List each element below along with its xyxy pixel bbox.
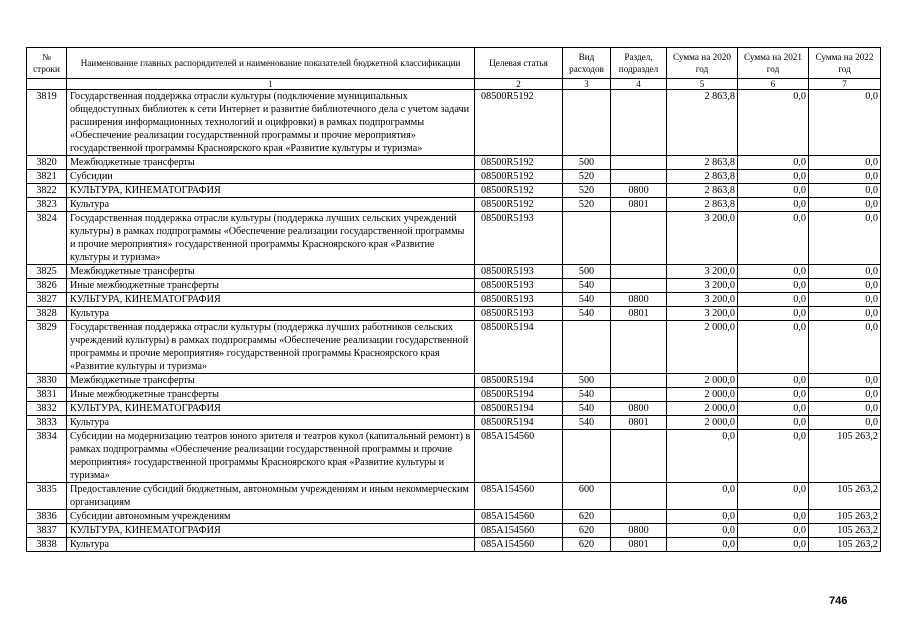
name-cell: Государственная поддержка отрасли культуры (подключение муниципальных общедоступных библиотек к сети Интернет и развитие библиотечного дела с учетом задачи расширения информационных технологий и оцифровки) в рамках подпрограммы «Обеспечение реализации государственной программы и прочие мероприятия» государственной программы Красноярского края «Развитие культуры и туризма» <box>67 90 475 156</box>
sum-2020-cell: 2 000,0 <box>667 374 738 388</box>
target-article-cell: 08500R5194 <box>475 388 563 402</box>
column-number: 6 <box>738 79 809 90</box>
sum-2021-cell: 0,0 <box>738 321 809 374</box>
name-cell: КУЛЬТУРА, КИНЕМАТОГРАФИЯ <box>67 293 475 307</box>
sum-2022-cell: 0,0 <box>809 184 881 198</box>
table-row <box>27 170 881 184</box>
table-row <box>27 184 881 198</box>
target-article-cell: 08500R5193 <box>475 279 563 293</box>
target-article-cell: 085A154560 <box>475 483 563 510</box>
section-cell <box>611 510 667 524</box>
header-sum-2022: Сумма на 2022 год <box>809 48 881 79</box>
section-cell: 0801 <box>611 307 667 321</box>
sum-2022-cell: 0,0 <box>809 388 881 402</box>
sum-2021-cell: 0,0 <box>738 90 809 156</box>
section-cell <box>611 430 667 483</box>
row-number-cell: 3824 <box>27 212 67 265</box>
target-article-cell: 08500R5193 <box>475 293 563 307</box>
sum-2021-cell: 0,0 <box>738 388 809 402</box>
sum-2021-cell: 0,0 <box>738 307 809 321</box>
column-number-row <box>27 79 881 90</box>
expense-type-cell: 540 <box>563 416 611 430</box>
sum-2021-cell: 0,0 <box>738 483 809 510</box>
column-number: 1 <box>67 79 475 90</box>
header-target-article: Целевая статья <box>475 48 563 79</box>
target-article-cell: 08500R5193 <box>475 307 563 321</box>
expense-type-cell: 500 <box>563 156 611 170</box>
table-row <box>27 510 881 524</box>
section-cell <box>611 170 667 184</box>
sum-2020-cell: 2 863,8 <box>667 184 738 198</box>
sum-2021-cell: 0,0 <box>738 184 809 198</box>
row-number-cell: 3827 <box>27 293 67 307</box>
header-row-number: № строки <box>27 48 67 79</box>
section-cell: 0801 <box>611 538 667 552</box>
header-section: Раздел, подраздел <box>611 48 667 79</box>
section-cell: 0800 <box>611 524 667 538</box>
sum-2020-cell: 2 000,0 <box>667 416 738 430</box>
target-article-cell: 08500R5192 <box>475 170 563 184</box>
table-row <box>27 212 881 265</box>
section-cell <box>611 90 667 156</box>
target-article-cell: 08500R5192 <box>475 184 563 198</box>
section-cell <box>611 321 667 374</box>
table-body <box>27 90 881 552</box>
row-number-cell: 3830 <box>27 374 67 388</box>
section-cell <box>611 156 667 170</box>
sum-2021-cell: 0,0 <box>738 170 809 184</box>
sum-2020-cell: 0,0 <box>667 524 738 538</box>
sum-2021-cell: 0,0 <box>738 374 809 388</box>
sum-2021-cell: 0,0 <box>738 524 809 538</box>
sum-2022-cell: 0,0 <box>809 402 881 416</box>
row-number-cell: 3829 <box>27 321 67 374</box>
table-row <box>27 265 881 279</box>
column-number: 4 <box>611 79 667 90</box>
sum-2020-cell: 3 200,0 <box>667 265 738 279</box>
sum-2020-cell: 3 200,0 <box>667 212 738 265</box>
name-cell: Предоставление субсидий бюджетным, автономным учреждениям и иным некоммерческим организациям <box>67 483 475 510</box>
section-cell <box>611 265 667 279</box>
name-cell: Культура <box>67 538 475 552</box>
sum-2020-cell: 2 863,8 <box>667 90 738 156</box>
sum-2020-cell: 2 000,0 <box>667 388 738 402</box>
page-number: 746 <box>829 595 848 607</box>
section-cell: 0801 <box>611 198 667 212</box>
row-number-cell: 3828 <box>27 307 67 321</box>
row-number-cell: 3832 <box>27 402 67 416</box>
name-cell: КУЛЬТУРА, КИНЕМАТОГРАФИЯ <box>67 402 475 416</box>
row-number-cell: 3825 <box>27 265 67 279</box>
sum-2020-cell: 0,0 <box>667 510 738 524</box>
table-row <box>27 321 881 374</box>
target-article-cell: 08500R5194 <box>475 416 563 430</box>
expense-type-cell: 520 <box>563 184 611 198</box>
table-row <box>27 198 881 212</box>
section-cell: 0801 <box>611 416 667 430</box>
name-cell: Иные межбюджетные трансферты <box>67 388 475 402</box>
row-number-cell: 3821 <box>27 170 67 184</box>
row-number-cell: 3833 <box>27 416 67 430</box>
table-row <box>27 483 881 510</box>
target-article-cell: 08500R5194 <box>475 402 563 416</box>
section-cell <box>611 279 667 293</box>
sum-2022-cell: 0,0 <box>809 170 881 184</box>
sum-2022-cell: 0,0 <box>809 307 881 321</box>
expense-type-cell: 620 <box>563 538 611 552</box>
table-row <box>27 430 881 483</box>
expense-type-cell: 540 <box>563 402 611 416</box>
row-number-cell: 3834 <box>27 430 67 483</box>
expense-type-cell <box>563 212 611 265</box>
column-number: 3 <box>563 79 611 90</box>
sum-2022-cell: 0,0 <box>809 265 881 279</box>
section-cell <box>611 212 667 265</box>
section-cell: 0800 <box>611 293 667 307</box>
row-number-cell: 3822 <box>27 184 67 198</box>
budget-table <box>26 47 881 552</box>
section-cell <box>611 388 667 402</box>
sum-2020-cell: 2 000,0 <box>667 402 738 416</box>
sum-2021-cell: 0,0 <box>738 416 809 430</box>
target-article-cell: 085A154560 <box>475 510 563 524</box>
sum-2022-cell: 105 263,2 <box>809 510 881 524</box>
target-article-cell: 08500R5194 <box>475 374 563 388</box>
sum-2020-cell: 2 863,8 <box>667 170 738 184</box>
name-cell: Межбюджетные трансферты <box>67 265 475 279</box>
table-row <box>27 293 881 307</box>
sum-2020-cell: 2 863,8 <box>667 198 738 212</box>
sum-2022-cell: 105 263,2 <box>809 538 881 552</box>
column-number: 5 <box>667 79 738 90</box>
expense-type-cell <box>563 321 611 374</box>
row-number-cell: 3837 <box>27 524 67 538</box>
sum-2022-cell: 0,0 <box>809 321 881 374</box>
name-cell: Субсидии <box>67 170 475 184</box>
row-number-cell: 3835 <box>27 483 67 510</box>
expense-type-cell: 520 <box>563 170 611 184</box>
sum-2022-cell: 0,0 <box>809 212 881 265</box>
name-cell: Государственная поддержка отрасли культуры (поддержка лучших сельских учреждений культуры) в рамках подпрограммы «Обеспечение реализации государственной программы и прочие мероприятия» государственной программы Красноярского края «Развитие культуры и туризма» <box>67 212 475 265</box>
table-header <box>27 48 881 90</box>
sum-2021-cell: 0,0 <box>738 293 809 307</box>
expense-type-cell <box>563 430 611 483</box>
target-article-cell: 08500R5193 <box>475 265 563 279</box>
row-number-cell: 3826 <box>27 279 67 293</box>
sum-2020-cell: 0,0 <box>667 430 738 483</box>
expense-type-cell: 520 <box>563 198 611 212</box>
column-number: 2 <box>475 79 563 90</box>
sum-2022-cell: 0,0 <box>809 374 881 388</box>
row-number-cell: 3823 <box>27 198 67 212</box>
header-sum-2020: Сумма на 2020 год <box>667 48 738 79</box>
row-number-cell: 3836 <box>27 510 67 524</box>
sum-2021-cell: 0,0 <box>738 198 809 212</box>
sum-2020-cell: 2 000,0 <box>667 321 738 374</box>
table-row <box>27 156 881 170</box>
name-cell: КУЛЬТУРА, КИНЕМАТОГРАФИЯ <box>67 184 475 198</box>
target-article-cell: 085A154560 <box>475 524 563 538</box>
section-cell: 0800 <box>611 402 667 416</box>
header-name: Наименование главных распорядителей и наименование показателей бюджетной классификации <box>67 48 475 79</box>
sum-2020-cell: 0,0 <box>667 538 738 552</box>
row-number-cell: 3831 <box>27 388 67 402</box>
name-cell: Государственная поддержка отрасли культуры (поддержка лучших работников сельских учреждений культуры) в рамках подпрограммы «Обеспечение реализации государственной программы и прочие мероприятия» государственной программы Красноярского края «Развитие культуры и туризма» <box>67 321 475 374</box>
sum-2021-cell: 0,0 <box>738 279 809 293</box>
sum-2021-cell: 0,0 <box>738 510 809 524</box>
sum-2022-cell: 105 263,2 <box>809 524 881 538</box>
expense-type-cell: 540 <box>563 279 611 293</box>
sum-2022-cell: 0,0 <box>809 279 881 293</box>
table-row <box>27 402 881 416</box>
expense-type-cell: 540 <box>563 388 611 402</box>
table-row <box>27 279 881 293</box>
name-cell: Культура <box>67 198 475 212</box>
sum-2020-cell: 2 863,8 <box>667 156 738 170</box>
section-cell <box>611 374 667 388</box>
sum-2021-cell: 0,0 <box>738 538 809 552</box>
target-article-cell: 08500R5194 <box>475 321 563 374</box>
target-article-cell: 085A154560 <box>475 430 563 483</box>
name-cell: Культура <box>67 307 475 321</box>
sum-2020-cell: 3 200,0 <box>667 293 738 307</box>
table-row <box>27 524 881 538</box>
sum-2022-cell: 0,0 <box>809 416 881 430</box>
name-cell: Субсидии на модернизацию театров юного зрителя и театров кукол (капитальный ремонт) в рамках подпрограммы «Обеспечение реализации государственной программы и прочие мероприятия» государственной программы Красноярского края «Развитие культуры и туризма» <box>67 430 475 483</box>
sum-2022-cell: 105 263,2 <box>809 483 881 510</box>
expense-type-cell <box>563 90 611 156</box>
section-cell: 0800 <box>611 184 667 198</box>
header-expense-type: Вид расходов <box>563 48 611 79</box>
column-number: 7 <box>809 79 881 90</box>
column-number <box>27 79 67 90</box>
expense-type-cell: 620 <box>563 524 611 538</box>
sum-2022-cell: 0,0 <box>809 293 881 307</box>
row-number-cell: 3838 <box>27 538 67 552</box>
section-cell <box>611 483 667 510</box>
target-article-cell: 085A154560 <box>475 538 563 552</box>
table-row <box>27 374 881 388</box>
sum-2020-cell: 3 200,0 <box>667 279 738 293</box>
table-row <box>27 307 881 321</box>
header-sum-2021: Сумма на 2021 год <box>738 48 809 79</box>
expense-type-cell: 620 <box>563 510 611 524</box>
target-article-cell: 08500R5193 <box>475 212 563 265</box>
expense-type-cell: 500 <box>563 265 611 279</box>
row-number-cell: 3820 <box>27 156 67 170</box>
target-article-cell: 08500R5192 <box>475 156 563 170</box>
name-cell: Иные межбюджетные трансферты <box>67 279 475 293</box>
sum-2022-cell: 0,0 <box>809 156 881 170</box>
sum-2022-cell: 0,0 <box>809 90 881 156</box>
sum-2021-cell: 0,0 <box>738 212 809 265</box>
expense-type-cell: 500 <box>563 374 611 388</box>
name-cell: Межбюджетные трансферты <box>67 374 475 388</box>
sum-2021-cell: 0,0 <box>738 265 809 279</box>
sum-2020-cell: 0,0 <box>667 483 738 510</box>
table-row <box>27 90 881 156</box>
expense-type-cell: 600 <box>563 483 611 510</box>
target-article-cell: 08500R5192 <box>475 90 563 156</box>
name-cell: КУЛЬТУРА, КИНЕМАТОГРАФИЯ <box>67 524 475 538</box>
name-cell: Субсидии автономным учреждениям <box>67 510 475 524</box>
table-row <box>27 416 881 430</box>
name-cell: Межбюджетные трансферты <box>67 156 475 170</box>
name-cell: Культура <box>67 416 475 430</box>
row-number-cell: 3819 <box>27 90 67 156</box>
sum-2022-cell: 105 263,2 <box>809 430 881 483</box>
table-row <box>27 388 881 402</box>
sum-2021-cell: 0,0 <box>738 402 809 416</box>
sum-2022-cell: 0,0 <box>809 198 881 212</box>
expense-type-cell: 540 <box>563 307 611 321</box>
table-row <box>27 538 881 552</box>
sum-2021-cell: 0,0 <box>738 156 809 170</box>
target-article-cell: 08500R5192 <box>475 198 563 212</box>
sum-2021-cell: 0,0 <box>738 430 809 483</box>
expense-type-cell: 540 <box>563 293 611 307</box>
sum-2020-cell: 3 200,0 <box>667 307 738 321</box>
